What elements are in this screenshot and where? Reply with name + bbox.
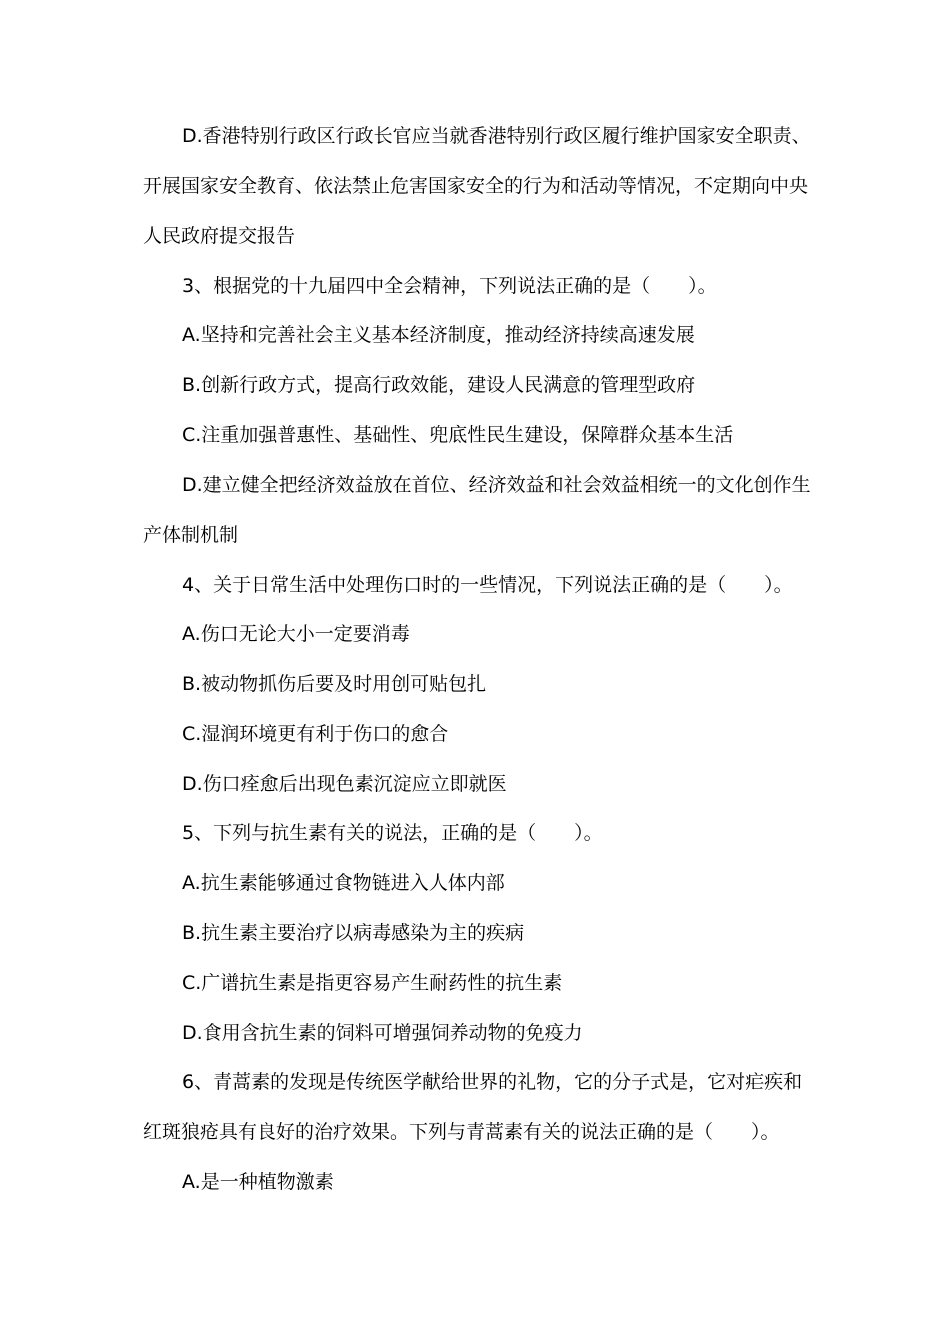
q2-option-d-line2: 开展国家安全教育、依法禁止危害国家安全的行为和活动等情况，不定期向中央 [143,175,809,197]
q2-option-d-line3: 人民政府提交报告 [143,225,296,247]
q3-option-a: A.坚持和完善社会主义基本经济制度，推动经济持续高速发展 [182,324,695,346]
q4-option-b: B.被动物抓伤后要及时用创可贴包扎 [182,673,487,695]
q2-option-d-line1: D.香港特别行政区行政长官应当就香港特别行政区履行维护国家安全职责、 [182,125,811,147]
q5-option-b: B.抗生素主要治疗以病毒感染为主的疾病 [182,922,525,944]
q5-option-a: A.抗生素能够通过食物链进入人体内部 [182,872,505,894]
question-5-stem: 5、下列与抗生素有关的说法，正确的是（ ）。 [182,822,603,844]
q4-option-a: A.伤口无论大小一定要消毒 [182,623,410,645]
question-6-stem-line2: 红斑狼疮具有良好的治疗效果。下列与青蒿素有关的说法正确的是（ ）。 [143,1121,780,1143]
q3-option-d-line2: 产体制机制 [143,524,239,546]
q3-option-d-line1: D.建立健全把经济效益放在首位、经济效益和社会效益相统一的文化创作生 [182,474,811,496]
q3-option-c: C.注重加强普惠性、基础性、兜底性民生建设，保障群众基本生活 [182,424,734,446]
q3-option-b: B.创新行政方式，提高行政效能，建设人民满意的管理型政府 [182,374,696,396]
q6-option-a: A.是一种植物激素 [182,1171,334,1193]
q4-option-c: C.湿润环境更有利于伤口的愈合 [182,723,449,745]
question-4-stem: 4、关于日常生活中处理伤口时的一些情况，下列说法正确的是（ ）。 [182,574,793,596]
q5-option-d: D.食用含抗生素的饲料可增强饲养动物的免疫力 [182,1022,583,1044]
question-3-stem: 3、根据党的十九届四中全会精神，下列说法正确的是（ ）。 [182,275,717,297]
q4-option-d: D.伤口痊愈后出现色素沉淀应立即就医 [182,773,507,795]
question-6-stem-line1: 6、青蒿素的发现是传统医学献给世界的礼物，它的分子式是，它对疟疾和 [182,1071,803,1093]
q5-option-c: C.广谱抗生素是指更容易产生耐药性的抗生素 [182,972,563,994]
